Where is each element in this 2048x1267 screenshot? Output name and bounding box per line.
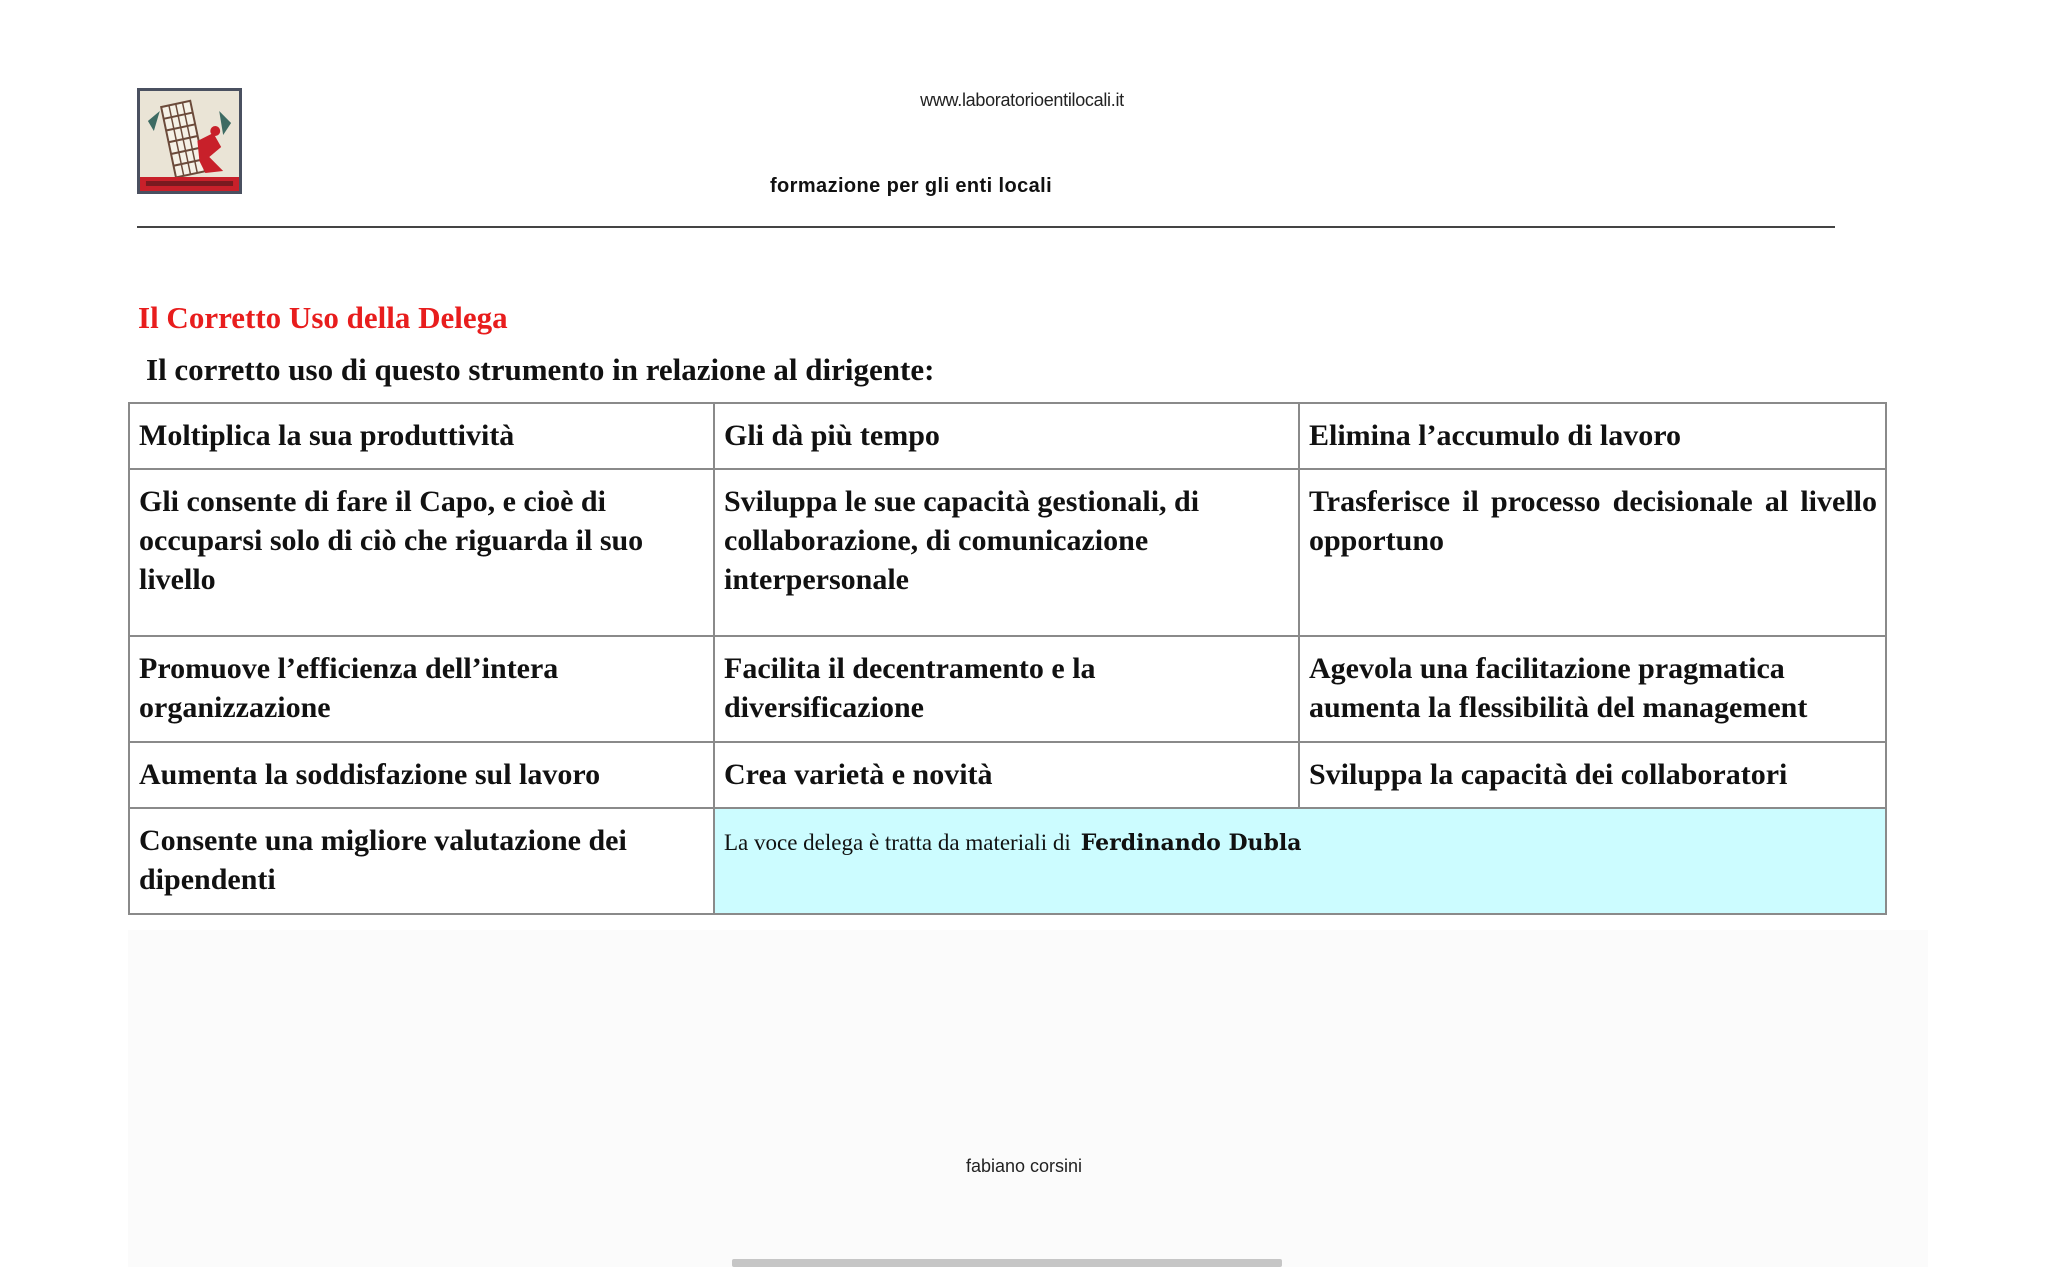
delegation-benefits-table (128, 402, 1887, 915)
table-cell: Agevola una facilitazione pragmatica aumenta la flessibilità del management (1299, 636, 1886, 742)
table-cell-text: Trasferisce il processo decisionale al livello opportuno (1309, 485, 1877, 557)
table-cell: Gli dà più tempo (714, 403, 1299, 469)
source-note-cell (714, 808, 1886, 914)
table-cell: Elimina l’accumulo di lavoro (1299, 403, 1886, 469)
source-note-author: Ferdinando Dubla (1080, 830, 1302, 856)
page-subtitle: Il corretto uso di questo strumento in relazione al dirigente: (146, 352, 935, 387)
footer-author: fabiano corsini (965, 1156, 1083, 1176)
page-title: Il Corretto Uso della Delega (138, 300, 508, 335)
page-background (128, 930, 1928, 1267)
horizontal-scrollbar[interactable] (732, 1259, 1282, 1267)
table-cell: Crea varietà e novità (714, 742, 1299, 808)
table-cell: Gli consente di fare il Capo, e cioè di occuparsi solo di ciò che riguarda il suo livello (129, 469, 714, 636)
source-note-text: La voce delega è tratta da materiali di (724, 830, 1071, 855)
table-row (129, 636, 1886, 742)
table-cell (1299, 469, 1886, 636)
table-row (129, 742, 1886, 808)
table-cell: Moltiplica la sua produttività (129, 403, 714, 469)
table-cell: Promuove l’efficienza dell’intera organizzazione (129, 636, 714, 742)
table-cell: Facilita il decentramento e la diversificazione (714, 636, 1299, 742)
table-cell: Consente una migliore valutazione dei dipendenti (129, 808, 714, 914)
table-cell: Aumenta la soddisfazione sul lavoro (129, 742, 714, 808)
table-cell: Sviluppa le sue capacità gestionali, di collaborazione, di comunicazione interpersonale (714, 469, 1299, 636)
table-row (129, 469, 1886, 636)
table-row (129, 403, 1886, 469)
header-tagline: formazione per gli enti locali (770, 175, 1053, 197)
site-url[interactable]: www.laboratorioentilocali.it (920, 90, 1124, 110)
table-row (129, 808, 1886, 914)
table-cell: Sviluppa la capacità dei collaboratori (1299, 742, 1886, 808)
header-divider (137, 226, 1835, 228)
